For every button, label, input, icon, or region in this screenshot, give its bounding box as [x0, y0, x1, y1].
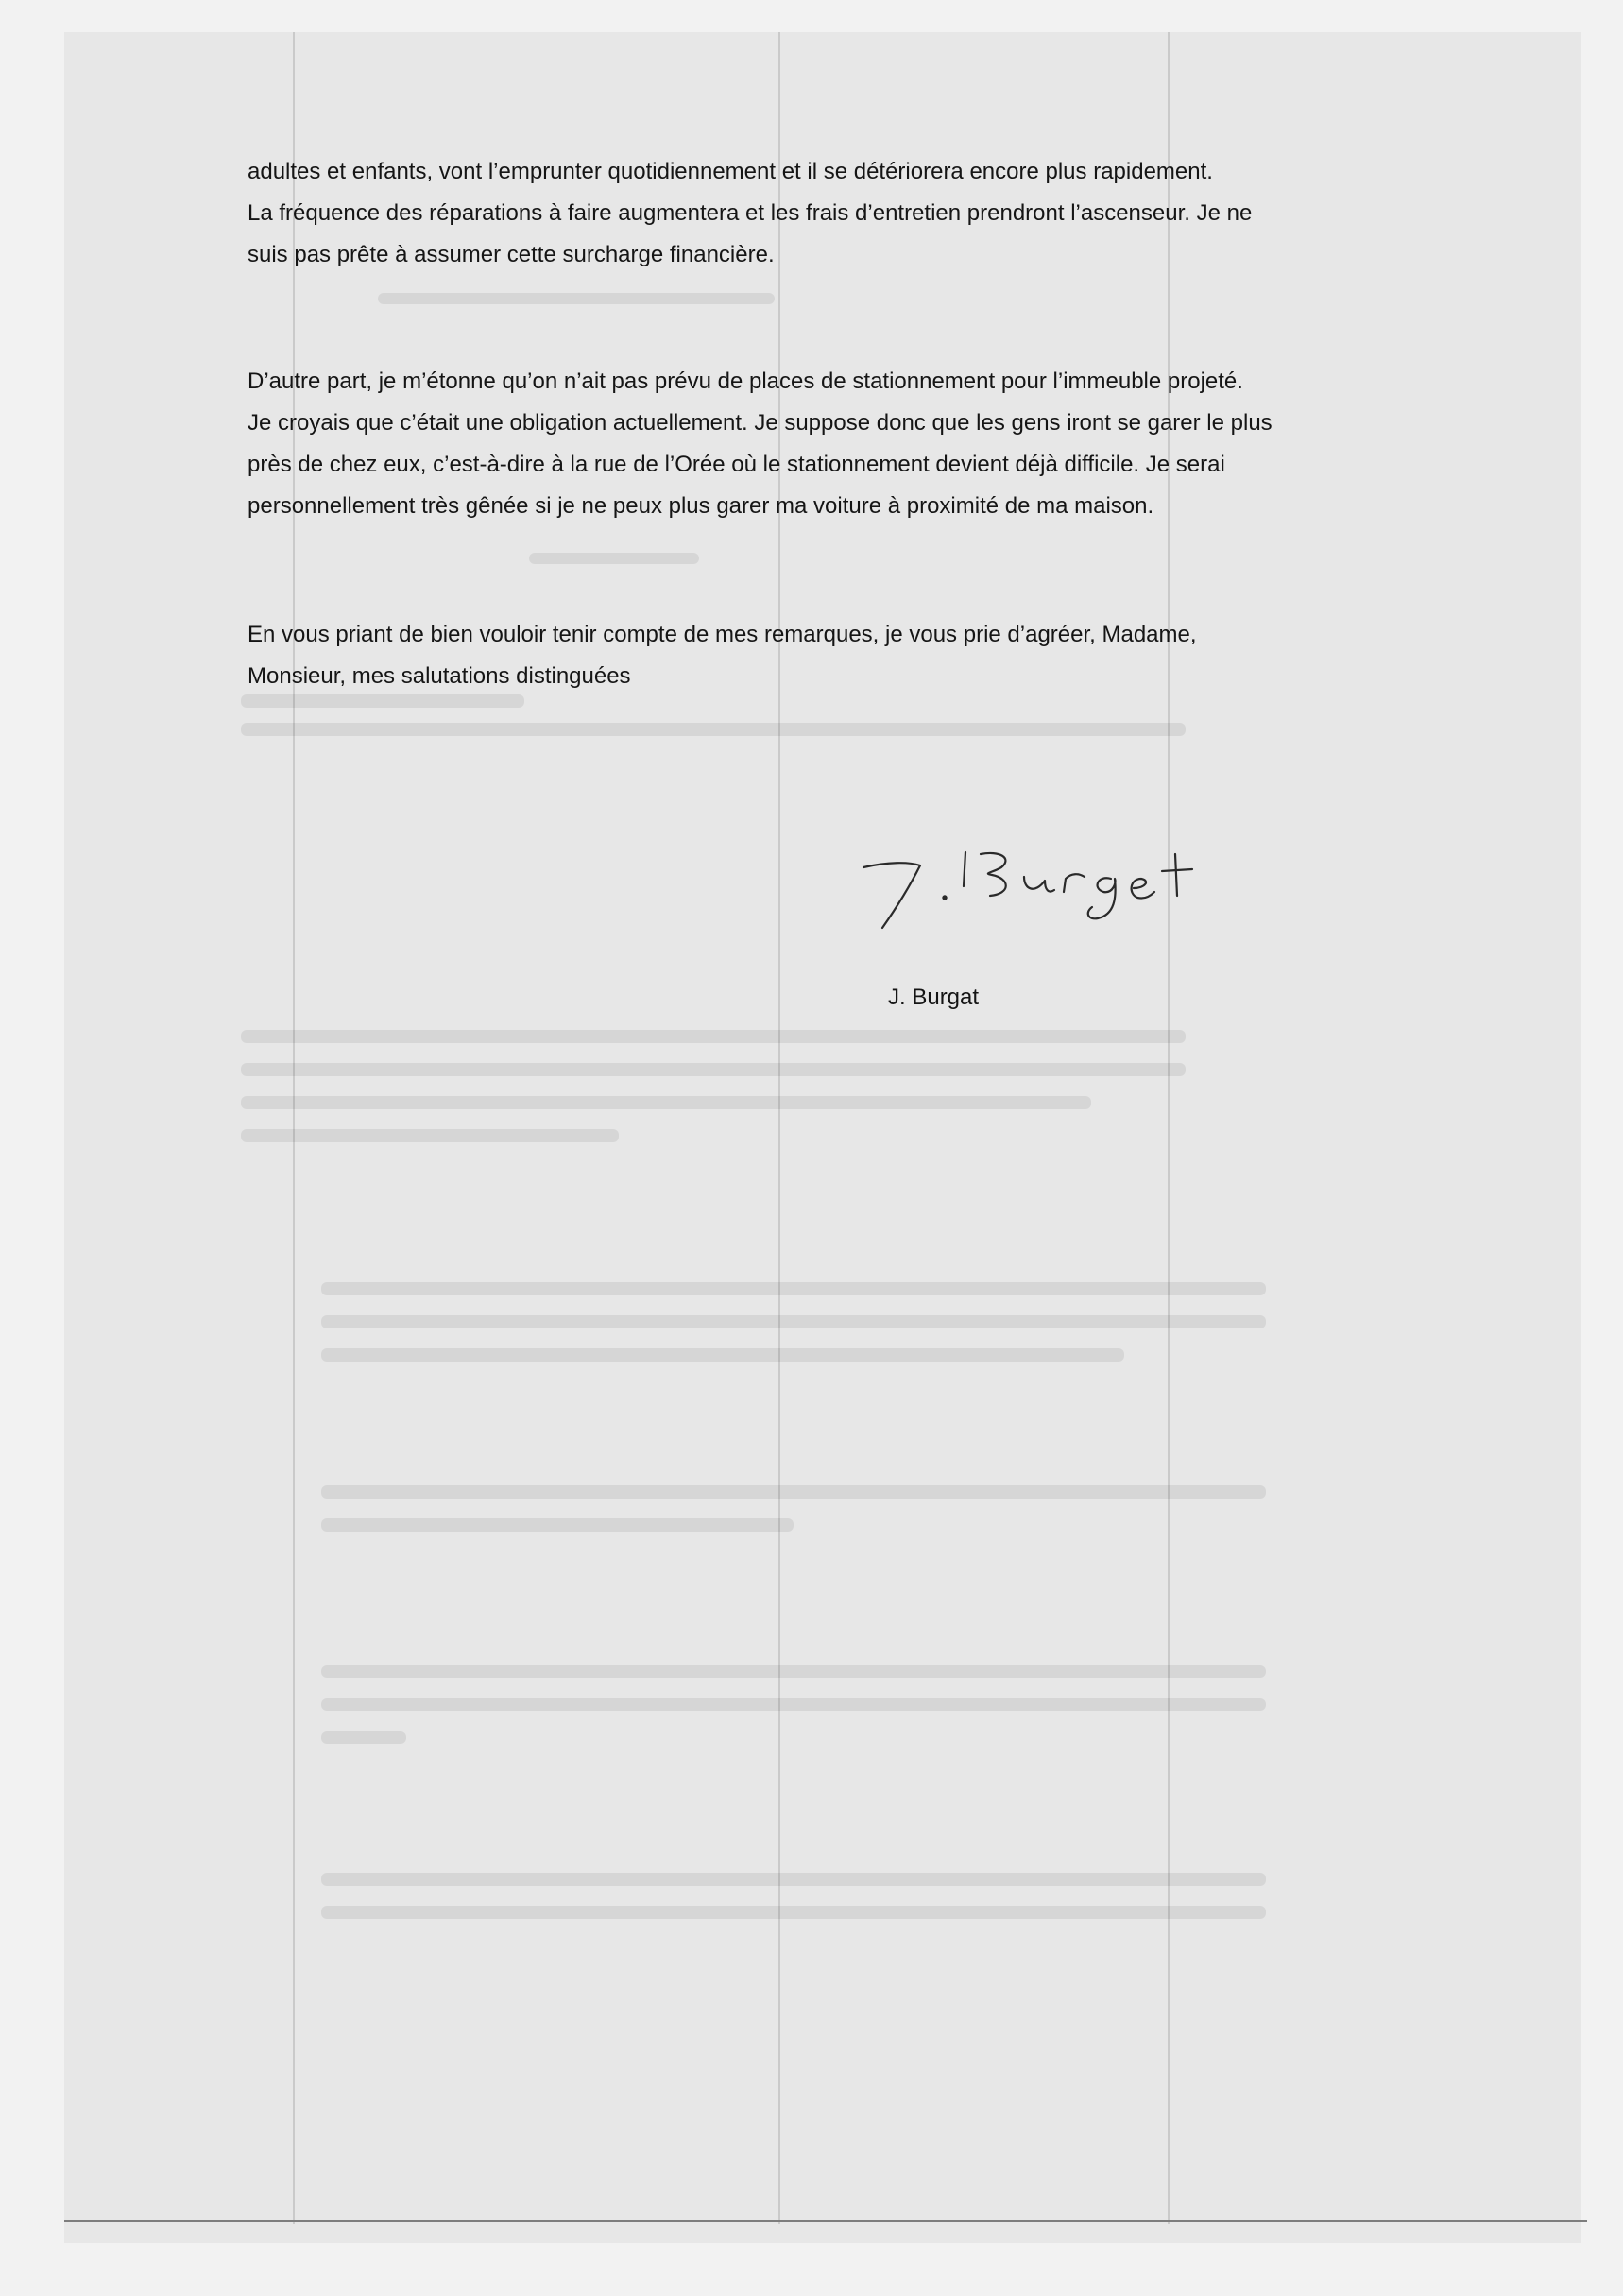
text-line: Je croyais que c’était une obligation actuellement. Je suppose donc que les gens iront se garer le plus	[248, 410, 1273, 436]
paragraph-closing	[248, 614, 1197, 697]
text-line: En vous priant de bien vouloir tenir compte de mes remarques, je vous prie d’agréer, Madame,	[248, 622, 1197, 647]
text-line: Monsieur, mes salutations distinguées	[248, 663, 631, 689]
text-line: La fréquence des réparations à faire augmentera et les frais d’entretien prendront l’ascenseur. Je ne	[248, 200, 1253, 226]
text-line: suis pas prête à assumer cette surcharge financière.	[248, 242, 775, 267]
signer-name: J. Burgat	[888, 985, 980, 1010]
text-line: personnellement très gênée si je ne peux plus garer ma voiture à proximité de ma maison.	[248, 493, 1154, 519]
paragraph-parking	[248, 361, 1273, 527]
text-line: D’autre part, je m’étonne qu’on n’ait pas prévu de places de stationnement pour l’immeuble projeté.	[248, 368, 1243, 394]
text-line: près de chez eux, c’est-à-dire à la rue de l’Orée où le stationnement devient déjà difficile. Je serai	[248, 452, 1225, 477]
text-line: adultes et enfants, vont l’emprunter quotidiennement et il se détériorera encore plus rapidement.	[248, 159, 1213, 184]
handwritten-signature	[850, 841, 1247, 945]
paragraph-maintenance-costs	[248, 151, 1252, 276]
